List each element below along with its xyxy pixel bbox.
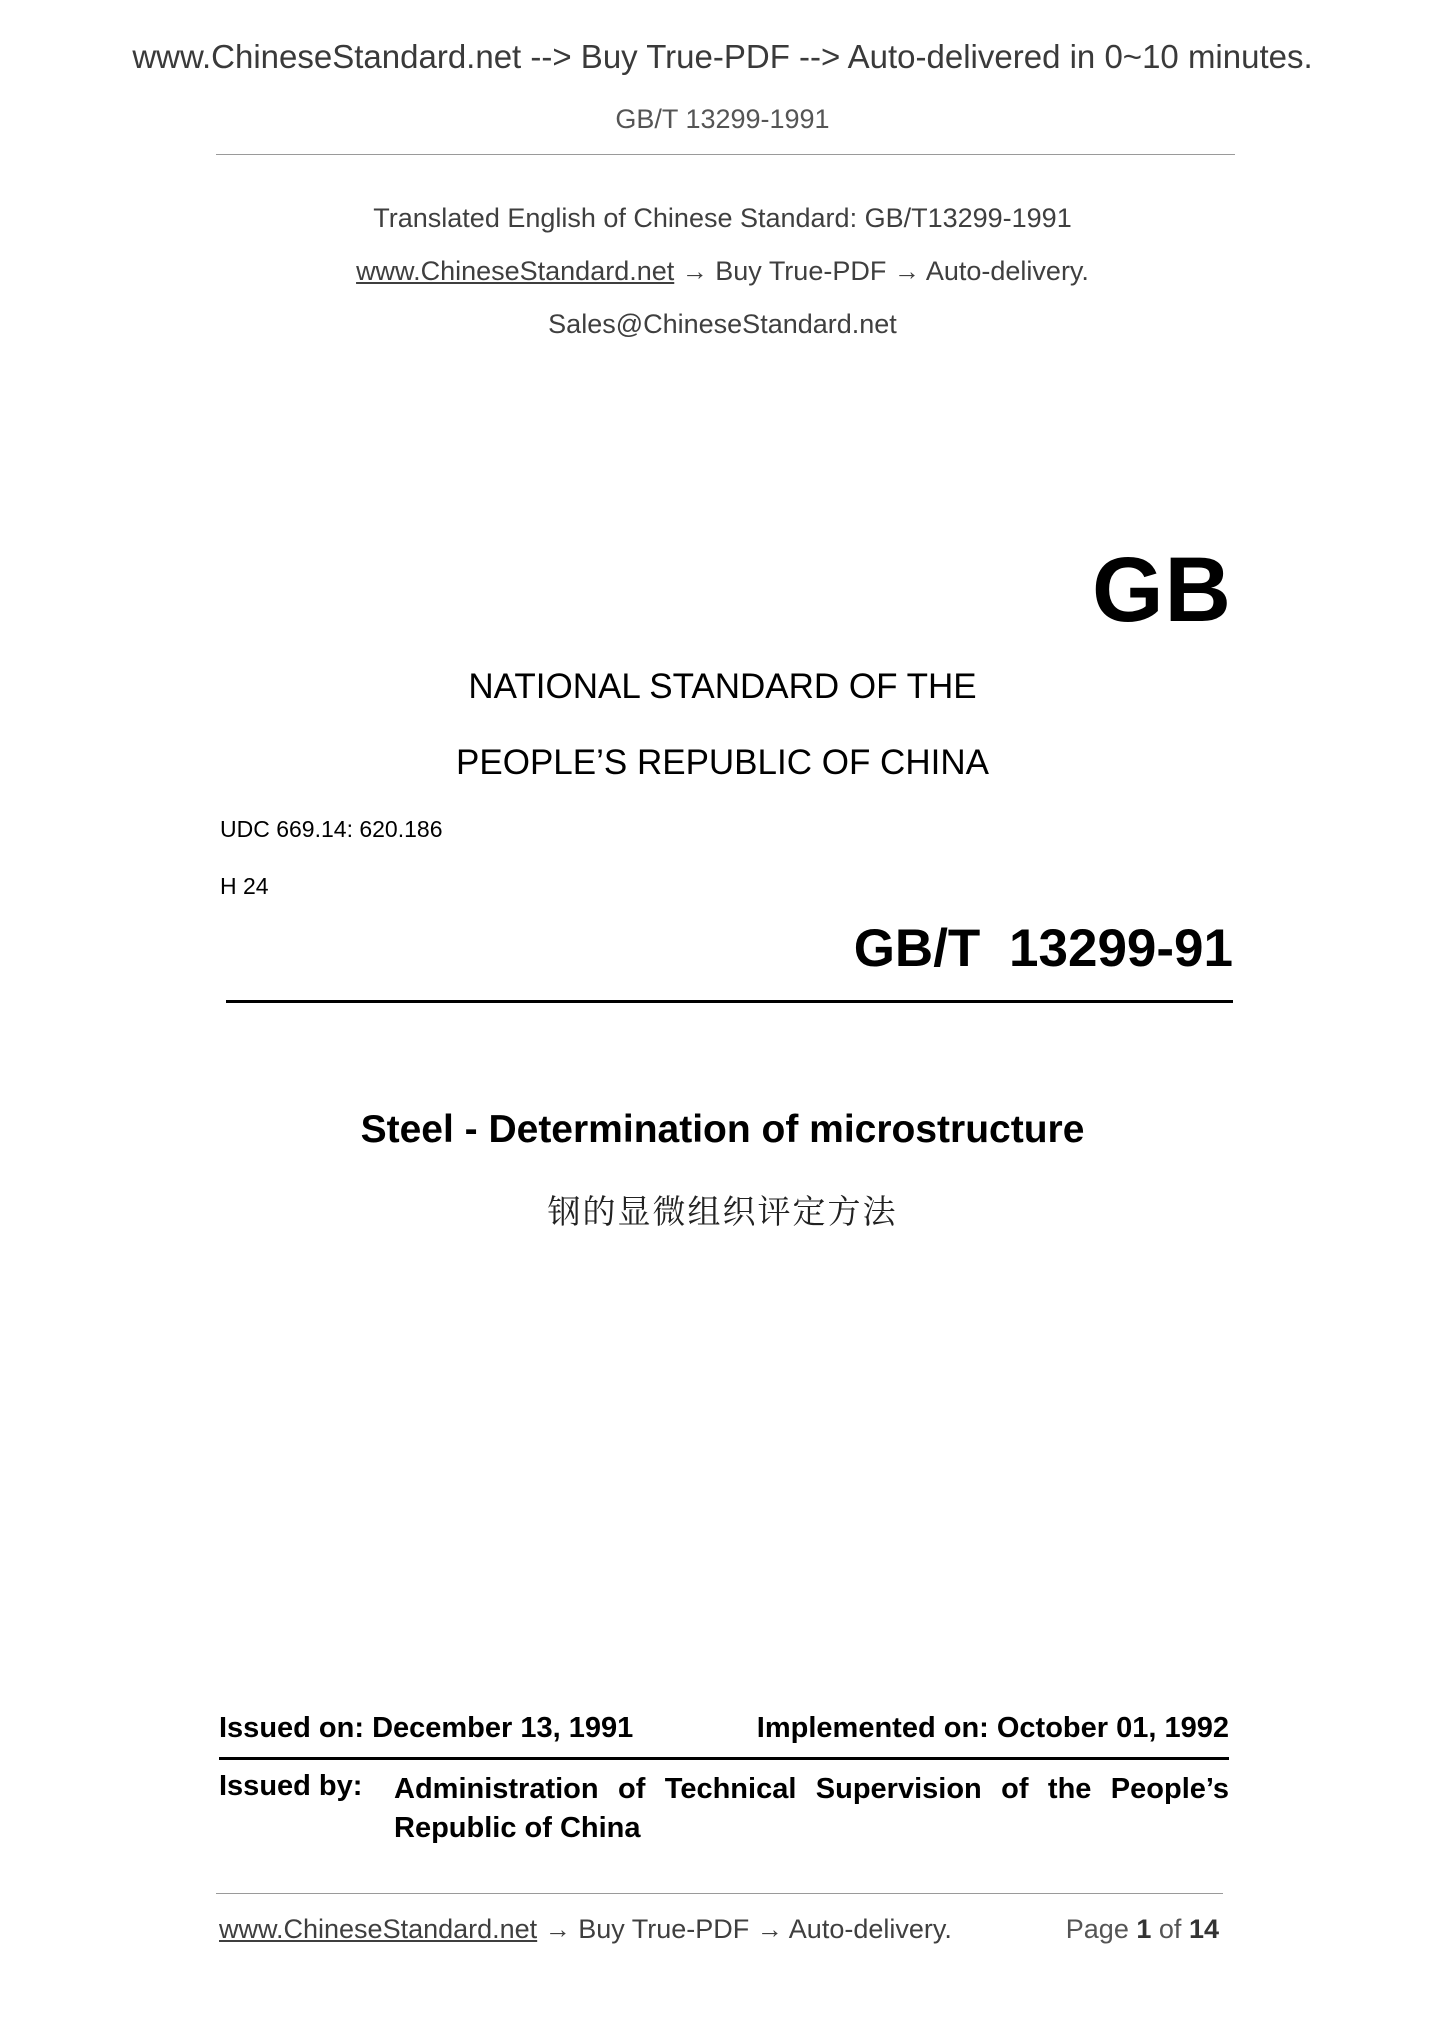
document-title-cn: 钢的显微组织评定方法 bbox=[547, 1193, 898, 1230]
footer-links bbox=[219, 1914, 952, 1945]
dates-divider bbox=[219, 1757, 1229, 1760]
footer-site-link[interactable]: www.ChineseStandard.net bbox=[219, 1914, 538, 1944]
buy-text: Buy True-PDF bbox=[715, 256, 887, 286]
footer-delivery-text: Auto-delivery. bbox=[788, 1914, 952, 1944]
delivery-text: Auto-delivery. bbox=[925, 256, 1089, 286]
arrow-right-icon: → bbox=[756, 1914, 783, 1944]
footer-buy-text: Buy True-PDF bbox=[578, 1914, 750, 1944]
arrow-right-icon: → bbox=[681, 256, 708, 286]
national-standard-line1: NATIONAL STANDARD OF THE bbox=[468, 667, 977, 706]
header-standard-code: GB/T 13299-1991 bbox=[615, 104, 830, 134]
arrow-right-icon: → bbox=[544, 1914, 571, 1944]
translation-line: Translated English of Chinese Standard: GB/T13299-1991 bbox=[373, 203, 1072, 233]
title-divider bbox=[226, 1000, 1233, 1003]
issued-on-date: Issued on: December 13, 1991 bbox=[219, 1712, 634, 1744]
translation-links bbox=[0, 256, 1445, 287]
issued-by-label: Issued by: bbox=[219, 1770, 363, 1802]
page-total: 14 bbox=[1188, 1914, 1219, 1944]
arrow-right-icon: → bbox=[893, 256, 920, 286]
page-indicator bbox=[1066, 1914, 1219, 1945]
udc-code: UDC 669.14: 620.186 bbox=[220, 816, 443, 842]
gb-logo: GB bbox=[1092, 539, 1232, 641]
page-current: 1 bbox=[1136, 1914, 1152, 1944]
issued-by-authority: Administration of Technical Supervision of the People’s Republic of China bbox=[394, 1773, 1229, 1844]
sales-email: Sales@ChineseStandard.net bbox=[548, 309, 897, 339]
implemented-on-date: Implemented on: October 01, 1992 bbox=[756, 1712, 1229, 1744]
page-of: of bbox=[1158, 1914, 1182, 1944]
document-title-en: Steel - Determination of microstructure bbox=[360, 1108, 1085, 1151]
footer-divider bbox=[216, 1893, 1223, 1894]
top-banner: www.ChineseStandard.net --> Buy True-PDF --> Auto-delivered in 0~10 minutes. bbox=[132, 38, 1313, 75]
header-divider bbox=[216, 154, 1235, 155]
standard-number: GB/T 13299-91 bbox=[853, 919, 1233, 978]
national-standard-line2: PEOPLE’S REPUBLIC OF CHINA bbox=[456, 743, 989, 782]
site-link[interactable]: www.ChineseStandard.net bbox=[356, 256, 675, 286]
h-code: H 24 bbox=[220, 873, 269, 899]
page-label: Page bbox=[1065, 1914, 1129, 1944]
